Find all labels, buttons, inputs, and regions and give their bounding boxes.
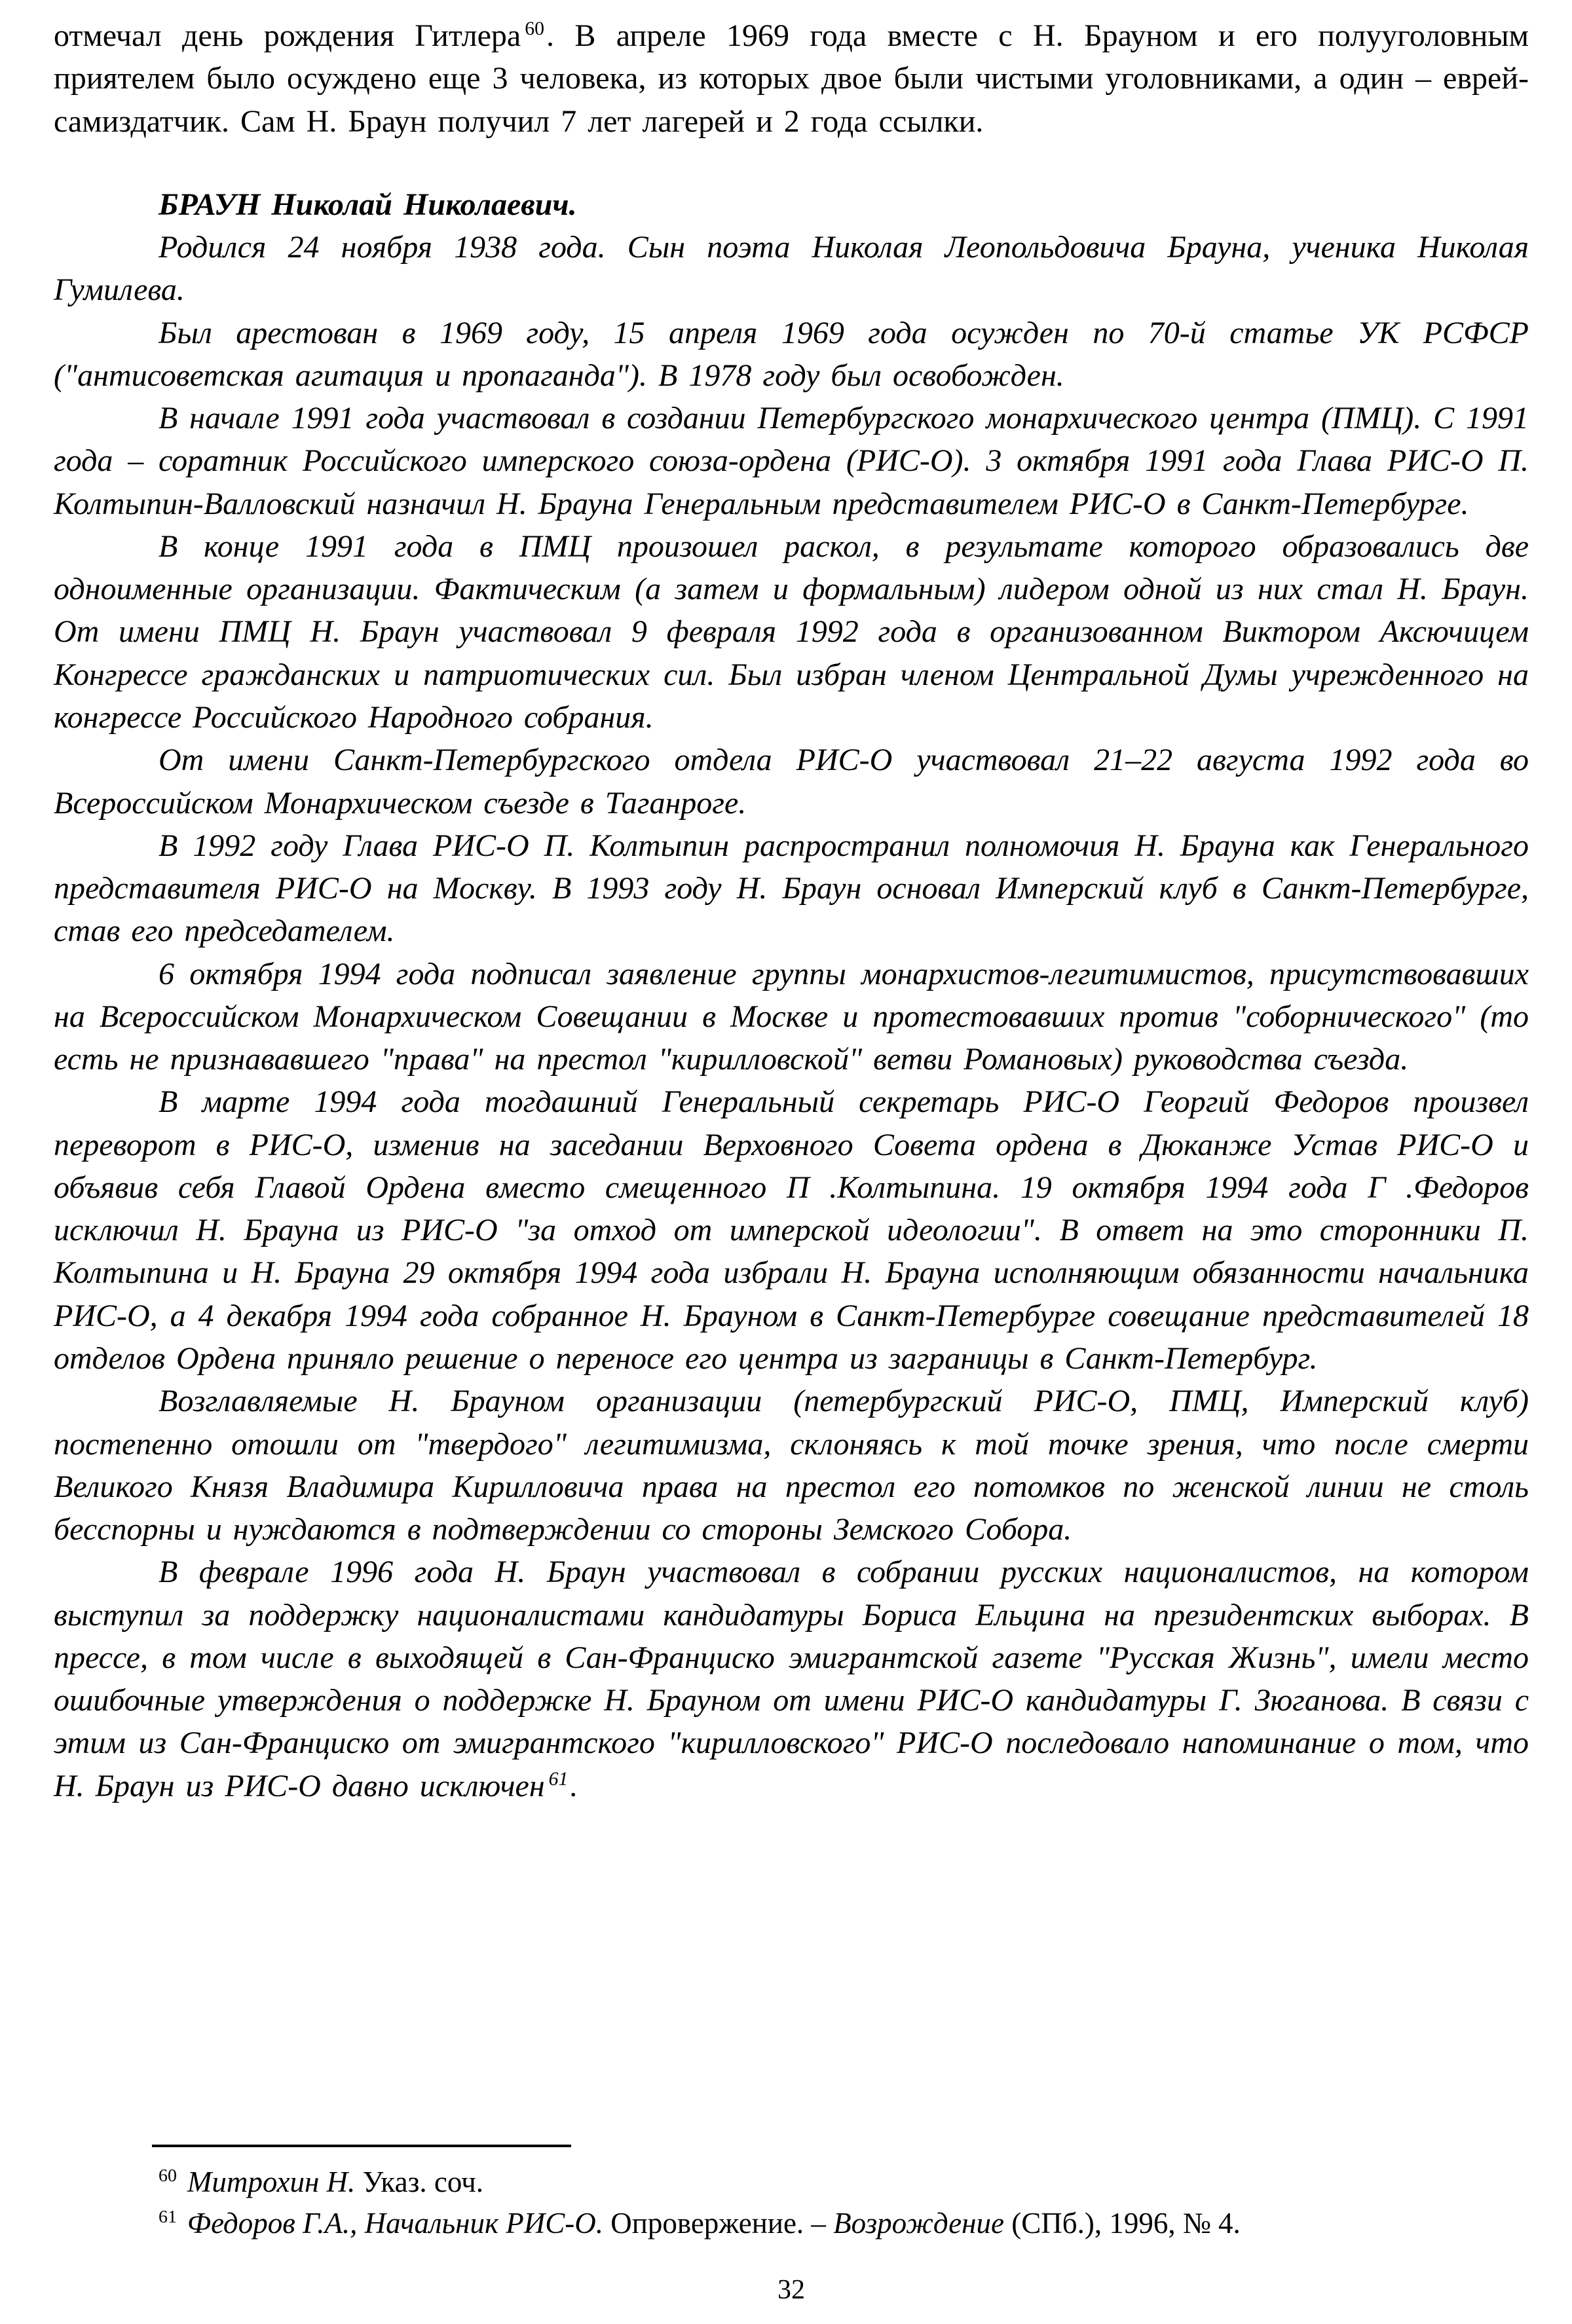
body-text bbox=[54, 14, 1529, 1807]
final-text-period: . bbox=[570, 1768, 578, 1803]
footnote-61-marker: 61 bbox=[159, 2207, 177, 2227]
paragraph-1991-pmc: В начале 1991 года участвовал в создании Петербургского монархического центра (ПМЦ). С 1991 года – соратник Российского имперского союза-ордена (РИС-О). 3 октября 1991 года Глава РИС-О П. Колтыпин-Валловский назначил Н. Брауна Генеральным представителем РИС-О в Санкт-Петербурге. bbox=[54, 401, 1529, 521]
paragraph-1996-final bbox=[54, 1551, 1529, 1807]
intro-text: отмечал день рождения Гитлера bbox=[54, 18, 521, 53]
paragraph-arrest: Был арестован в 1969 году, 15 апреля 1969 года осужден по 70-й статье УК РСФСР ("антисоветская агитация и пропаганда"). В 1978 году был освобожден. bbox=[54, 315, 1529, 393]
footnote-61-author: Федоров Г.А., Начальник РИС-О. bbox=[187, 2207, 604, 2240]
footnote-61-source: Возрождение bbox=[833, 2207, 1004, 2240]
footnote-60-marker: 60 bbox=[159, 2166, 177, 2186]
footnote-61 bbox=[54, 2203, 1529, 2244]
paragraph-legitimism: Возглавляемые Н. Брауном организации (петербургский РИС-О, ПМЦ, Имперский клуб) постепенно отошли от "твердого" легитимизма, склоняясь к той точке зрения, что после смерти Великого Князя Владимира Кирилловича права на престол его потомков по женской линии не столь бесспорны и нуждаются в подтверждении со стороны Земского Собора. bbox=[54, 1384, 1529, 1547]
footnote-60 bbox=[54, 2162, 1529, 2203]
paragraph-birth: Родился 24 ноября 1938 года. Сын поэта Николая Леопольдовича Брауна, ученика Николая Гумилева. bbox=[54, 230, 1529, 308]
intro-paragraph bbox=[54, 14, 1529, 143]
paragraph-1994-coup: В марте 1994 года тогдашний Генеральный секретарь РИС-О Георгий Федоров произвел переворот в РИС-О, изменив на заседании Верховного Совета ордена в Дюканже Устав РИС-О и объявив себя Главой Ордена вместо смещенного П .Колтыпина. 19 октября 1994 года Г .Федоров исключил Н. Брауна из РИС-О "за отход от имперской идеологии". В ответ на это сторонники П. Колтыпина и Н. Брауна 29 октября 1994 года избрали Н. Брауна исполняющим обязанности начальника РИС-О, а 4 декабря 1994 года собранное Н. Брауном в Санкт-Петербурге совещание представителей 18 отделов Ордена приняло решение о переносе его центра из заграницы в Санкт-Петербург. bbox=[54, 1084, 1529, 1376]
footnote-60-author: Митрохин Н. bbox=[187, 2166, 356, 2198]
footnote-separator bbox=[152, 2145, 571, 2147]
footnote-61-text: Опровержение. – bbox=[603, 2207, 834, 2240]
footnote-61-details: (СПб.), 1996, № 4. bbox=[1003, 2207, 1241, 2240]
section-heading: БРАУН Николай Николаевич. bbox=[159, 187, 577, 222]
paragraph-pmc-split: В конце 1991 года в ПМЦ произошел раскол, в результате которого образовались две одноименные организации. Фактическим (а затем и формальным) лидером одной из них стал Н. Браун. От имени ПМЦ Н. Браун участвовал 9 февраля 1992 года в организованном Виктором Аксючицем Конгрессе гражданских и патриотических сил. Был избран членом Центральной Думы учрежденного на конгрессе Российского Народного собрания. bbox=[54, 528, 1529, 735]
page-number: 32 bbox=[777, 2275, 805, 2305]
final-text: В феврале 1996 года Н. Браун участвовал в собрании русских националистов, на котором выступил за поддержку националистами кандидатуры Бориса Ельцина на президентских выборах. В прессе, в том числе в выходящей в Сан-Франциско эмигрантской газете "Русская Жизнь", имели место ошибочные утверждения о поддержке Н. Брауном от имени РИС-О кандидатуры Г. Зюганова. В связи с этим из Сан-Франциско от эмигрантского "кирилловского" РИС-О последовало напоминание о том, что Н. Браун из РИС-О давно исключен bbox=[54, 1555, 1529, 1803]
footnote-area bbox=[54, 2145, 1529, 2244]
paragraph-moscow-authority: В 1992 году Глава РИС-О П. Колтыпин распространил полномочия Н. Брауна как Генерального представителя РИС-О на Москву. В 1993 году Н. Браун основал Имперский клуб в Санкт-Петербурге, став его председателем. bbox=[54, 828, 1529, 949]
footnote-60-text: Указ. соч. bbox=[355, 2166, 484, 2198]
paragraph-1994-statement: 6 октября 1994 года подписал заявление группы монархистов-легитимистов, присутствовавших на Всероссийском Монархическом Совещании в Москве и протестовавших против "соборнического" (то есть не признававшего "права" на престол "кирилловской" ветви Романовых) руководства съезда. bbox=[54, 956, 1529, 1077]
footnote-ref-60: 60 bbox=[525, 18, 544, 39]
paragraph-congress-1992: От имени Санкт-Петербургского отдела РИС-О участвовал 21–22 августа 1992 года во Всероссийском Монархическом съезде в Таганроге. bbox=[54, 743, 1529, 821]
footnote-ref-61: 61 bbox=[548, 1767, 569, 1790]
intro-text-continued: . В апреле 1969 года вместе с Н. Брауном и его полууголовным приятелем было осуждено еще 3 человека, из которых двое были чистыми уголовниками, а один – еврей-самиздатчик. Сам Н. Браун получил 7 лет лагерей и 2 года ссылки. bbox=[54, 18, 1529, 139]
